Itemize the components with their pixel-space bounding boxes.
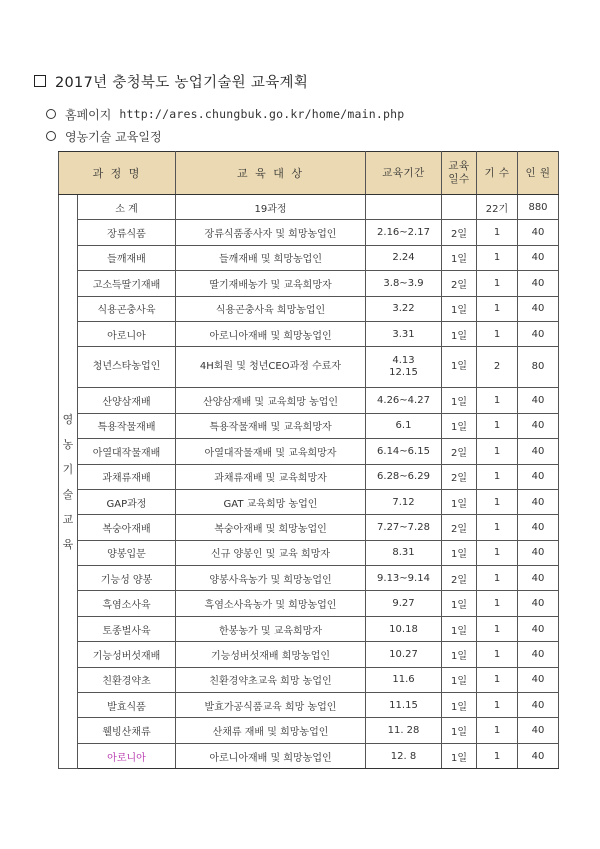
cell-people: 40	[518, 591, 559, 616]
cell-days: 1일	[442, 321, 477, 346]
cell-sessions: 1	[477, 566, 518, 591]
cell-target: 산채류 재배 및 희망농업인	[176, 718, 366, 743]
cell-people: 40	[518, 245, 559, 270]
table-row	[59, 642, 559, 667]
cell-sessions: 1	[477, 718, 518, 743]
cell-days: 1일	[442, 245, 477, 270]
cell-sessions: 1	[477, 616, 518, 641]
cell-sessions: 1	[477, 464, 518, 489]
cell-people: 40	[518, 566, 559, 591]
cell-course: 과채류재배	[78, 464, 176, 489]
cell-sessions: 1	[477, 271, 518, 296]
cell-period: 4.26~4.27	[366, 388, 442, 413]
table-row	[59, 489, 559, 514]
cell-sessions: 1	[477, 743, 518, 768]
table-header-row	[59, 152, 559, 195]
cell-people: 40	[518, 321, 559, 346]
subtotal-period	[366, 195, 442, 220]
cell-days: 2일	[442, 271, 477, 296]
cell-sessions: 1	[477, 245, 518, 270]
cell-people: 40	[518, 616, 559, 641]
cell-days: 1일	[442, 388, 477, 413]
cell-sessions: 1	[477, 321, 518, 346]
cell-target: 딸기재배농가 및 교육희망자	[176, 271, 366, 296]
cell-sessions: 1	[477, 489, 518, 514]
subtotal-people: 880	[518, 195, 559, 220]
cell-target: 한봉농가 및 교육희망자	[176, 616, 366, 641]
cell-days: 1일	[442, 413, 477, 438]
cell-target: 과채류재배 및 교육희망자	[176, 464, 366, 489]
cell-people: 40	[518, 296, 559, 321]
cell-period: 6.1	[366, 413, 442, 438]
cell-people: 40	[518, 413, 559, 438]
table-row	[59, 566, 559, 591]
table-row	[59, 413, 559, 438]
cell-people: 40	[518, 220, 559, 245]
section-label: 영농기술 교육일정	[65, 129, 162, 144]
cell-target: 아로니아재배 및 희망농업인	[176, 321, 366, 346]
cell-course: 복숭아재배	[78, 515, 176, 540]
cell-target: 산양삼재배 및 교육희망 농업인	[176, 388, 366, 413]
homepage-link[interactable]: http://ares.chungbuk.go.kr/home/main.php	[119, 107, 405, 121]
cell-period: 6.28~6.29	[366, 464, 442, 489]
col-header-sessions: 기 수	[477, 152, 518, 195]
cell-days: 2일	[442, 464, 477, 489]
cell-course: 아로니아	[78, 321, 176, 346]
cell-course: 고소득딸기재배	[78, 271, 176, 296]
cell-course: 흑염소사육	[78, 591, 176, 616]
subtotal-target: 19과정	[176, 195, 366, 220]
table-row	[59, 388, 559, 413]
col-header-days-line2: 일수	[448, 173, 470, 185]
cell-period: 11.15	[366, 693, 442, 718]
cell-period: 2.24	[366, 245, 442, 270]
table-row	[59, 439, 559, 464]
table-row	[59, 245, 559, 270]
table-row	[59, 347, 559, 388]
table-row	[59, 693, 559, 718]
circle-bullet-icon	[46, 131, 56, 141]
table-row	[59, 321, 559, 346]
cell-days: 1일	[442, 540, 477, 565]
cell-sessions: 1	[477, 413, 518, 438]
cell-people: 40	[518, 439, 559, 464]
cell-sessions: 1	[477, 591, 518, 616]
cell-period-line2: 12.15	[389, 367, 418, 379]
table-row	[59, 591, 559, 616]
cell-sessions: 1	[477, 540, 518, 565]
cell-target: 아열대작물재배 및 교육희망자	[176, 439, 366, 464]
cell-course: 특용작물재배	[78, 413, 176, 438]
cell-target: 친환경약초교육 희망 농업인	[176, 667, 366, 692]
cell-sessions: 1	[477, 667, 518, 692]
cell-people: 40	[518, 693, 559, 718]
cell-people: 40	[518, 515, 559, 540]
cell-sessions: 1	[477, 220, 518, 245]
education-schedule-table	[58, 151, 559, 769]
cell-days: 1일	[442, 718, 477, 743]
cell-target: 양봉사육농가 및 희망농업인	[176, 566, 366, 591]
cell-days: 1일	[442, 347, 477, 388]
table-row	[59, 616, 559, 641]
cell-sessions: 1	[477, 515, 518, 540]
cell-course: 웰빙산채류	[78, 718, 176, 743]
cell-course: 청년스타농업인	[78, 347, 176, 388]
cell-period: 9.13~9.14	[366, 566, 442, 591]
cell-people: 40	[518, 489, 559, 514]
cell-days: 1일	[442, 667, 477, 692]
cell-target: 발효가공식품교육 희망 농업인	[176, 693, 366, 718]
table-row	[59, 271, 559, 296]
cell-period: 3.22	[366, 296, 442, 321]
col-header-days	[442, 152, 477, 195]
cell-period: 12. 8	[366, 743, 442, 768]
cell-target: GAT 교육희망 농업인	[176, 489, 366, 514]
table-row	[59, 464, 559, 489]
col-header-course: 과 정 명	[59, 152, 176, 195]
cell-sessions: 1	[477, 693, 518, 718]
table-row	[59, 220, 559, 245]
cell-target: 아로니아재배 및 희망농업인	[176, 743, 366, 768]
cell-target: 신규 양봉인 및 교육 희망자	[176, 540, 366, 565]
subtotal-course: 소 계	[78, 195, 176, 220]
cell-period: 3.8~3.9	[366, 271, 442, 296]
cell-target: 4H회원 및 청년CEO과정 수료자	[176, 347, 366, 388]
cell-people: 80	[518, 347, 559, 388]
cell-people: 40	[518, 718, 559, 743]
cell-course: 발효식품	[78, 693, 176, 718]
subtotal-row	[59, 195, 559, 220]
cell-days: 1일	[442, 591, 477, 616]
cell-sessions: 1	[477, 388, 518, 413]
cell-target: 식용곤충사육 희망농업인	[176, 296, 366, 321]
cell-course: 식용곤충사육	[78, 296, 176, 321]
cell-period: 11. 28	[366, 718, 442, 743]
table-row	[59, 515, 559, 540]
cell-period-line1: 4.13	[392, 355, 415, 367]
cell-target: 장류식품종사자 및 희망농업인	[176, 220, 366, 245]
cell-course: 친환경약초	[78, 667, 176, 692]
cell-days: 2일	[442, 566, 477, 591]
document-title-text: 2017년 충청북도 농업기술원 교육계획	[55, 74, 309, 91]
cell-sessions: 2	[477, 347, 518, 388]
cell-people: 40	[518, 743, 559, 768]
cell-period: 11.6	[366, 667, 442, 692]
cell-people: 40	[518, 667, 559, 692]
cell-target: 특용작물재배 및 교육희망자	[176, 413, 366, 438]
cell-days: 1일	[442, 743, 477, 768]
homepage-line	[46, 106, 404, 122]
cell-period: 7.12	[366, 489, 442, 514]
cell-people: 40	[518, 642, 559, 667]
side-label-text: 영 농 기 술 교 육	[62, 412, 74, 551]
cell-days: 2일	[442, 220, 477, 245]
col-header-target: 교 육 대 상	[176, 152, 366, 195]
table-row	[59, 718, 559, 743]
cell-course: 아로니아	[78, 743, 176, 768]
document-title	[34, 71, 308, 91]
cell-course: 토종벌사육	[78, 616, 176, 641]
col-header-people: 인 원	[518, 152, 559, 195]
cell-people: 40	[518, 540, 559, 565]
subtotal-days	[442, 195, 477, 220]
cell-days: 1일	[442, 489, 477, 514]
cell-target: 기능성버섯재배 희망농업인	[176, 642, 366, 667]
col-header-days-line1: 교육	[448, 160, 470, 172]
cell-sessions: 1	[477, 296, 518, 321]
cell-course: 들깨재배	[78, 245, 176, 270]
subtotal-sessions: 22기	[477, 195, 518, 220]
col-header-period: 교육기간	[366, 152, 442, 195]
cell-people: 40	[518, 464, 559, 489]
cell-days: 2일	[442, 439, 477, 464]
cell-period: 3.31	[366, 321, 442, 346]
cell-period: 9.27	[366, 591, 442, 616]
table-row	[59, 667, 559, 692]
cell-course: GAP과정	[78, 489, 176, 514]
cell-days: 1일	[442, 616, 477, 641]
cell-people: 40	[518, 388, 559, 413]
cell-period: 10.18	[366, 616, 442, 641]
checkbox-icon	[34, 75, 46, 87]
cell-period	[366, 347, 442, 388]
table-row	[59, 540, 559, 565]
cell-period: 8.31	[366, 540, 442, 565]
section-line	[46, 128, 162, 144]
cell-days: 1일	[442, 693, 477, 718]
homepage-label: 홈페이지	[65, 107, 112, 122]
cell-days: 2일	[442, 515, 477, 540]
table-row	[59, 743, 559, 768]
cell-course: 양봉입문	[78, 540, 176, 565]
cell-period: 2.16~2.17	[366, 220, 442, 245]
table-row	[59, 296, 559, 321]
cell-people: 40	[518, 271, 559, 296]
cell-course: 장류식품	[78, 220, 176, 245]
cell-days: 1일	[442, 642, 477, 667]
cell-sessions: 1	[477, 642, 518, 667]
cell-target: 들깨재배 및 희망농업인	[176, 245, 366, 270]
cell-days: 1일	[442, 296, 477, 321]
cell-course: 기능성버섯재배	[78, 642, 176, 667]
cell-course: 산양삼재배	[78, 388, 176, 413]
cell-course: 기능성 양봉	[78, 566, 176, 591]
cell-target: 흑염소사육농가 및 희망농업인	[176, 591, 366, 616]
cell-period: 6.14~6.15	[366, 439, 442, 464]
circle-bullet-icon	[46, 109, 56, 119]
side-label	[59, 195, 78, 769]
cell-target: 복숭아재배 및 희망농업인	[176, 515, 366, 540]
cell-period: 10.27	[366, 642, 442, 667]
cell-period: 7.27~7.28	[366, 515, 442, 540]
cell-course: 아열대작물재배	[78, 439, 176, 464]
cell-sessions: 1	[477, 439, 518, 464]
